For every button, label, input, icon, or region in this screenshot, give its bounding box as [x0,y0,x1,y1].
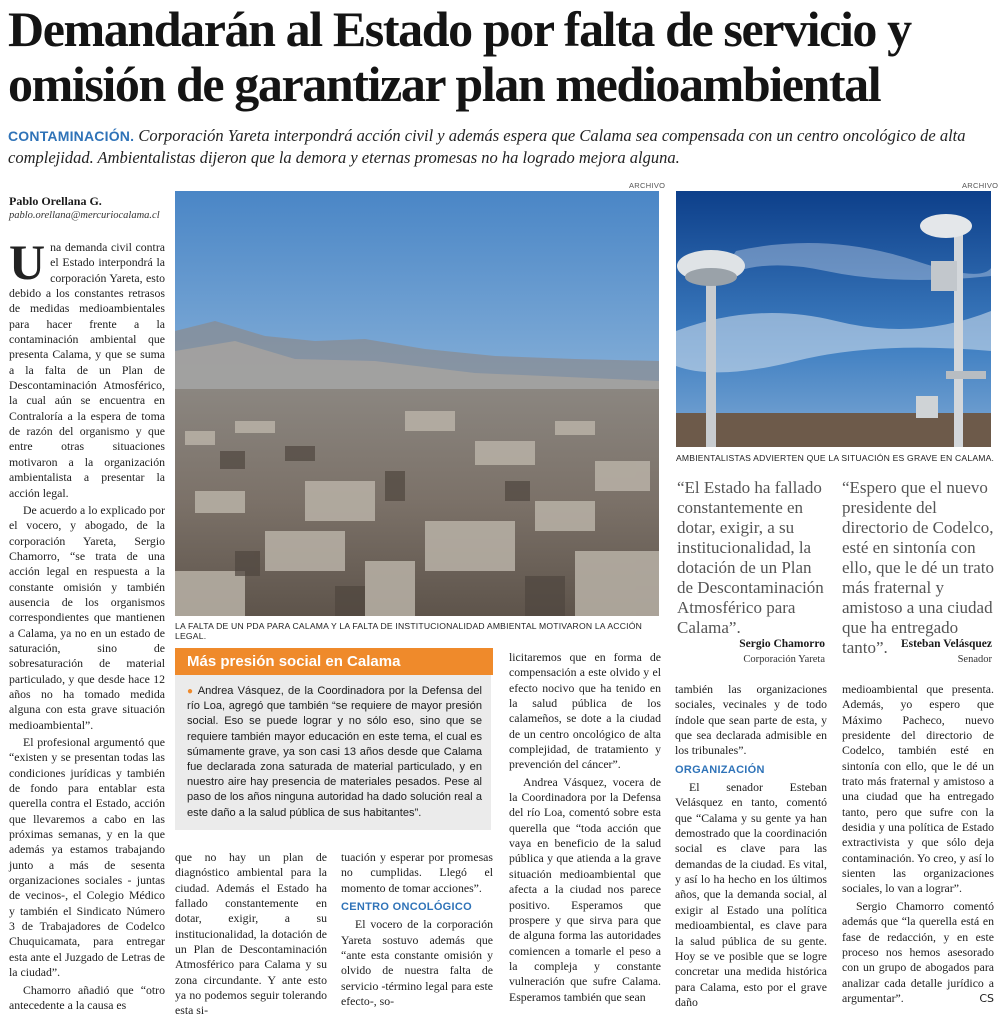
col6-paragraph-2: Sergio Chamorro comentó además que “la querella está en fase de redacción, y en este proceso nos hemos asesorado con un grupo de abogados para analizar cada detalle jurídico a argumentar”. [842,898,994,1005]
byline-email: pablo.orellana@mercuriocalama.cl [9,210,160,221]
sidebar-box [175,648,491,830]
lead-text: Corporación Yareta interpondrá acción civil y además espera que Calama sea compensada con un centro oncológico de alta complejidad. Ambientalistas dijeron que la demora y eternas promesas no ha logrado mejora alguna. [8,126,966,167]
col6-paragraph-1: medioambiental que presenta. Además, yo espero que Máximo Pacheco, nuevo presidente del directorio de Codelco, también esté en sintonía con ello, que le dé un trato más fraternal y amistoso a una ciudad que ha entregado tanto, pero que sufre con la desidia y una política de Estado extractivista y que sólo deja contaminación. Yo creo, y así lo sienten las organizaciones sociales, lo van a lograr”. [842,682,994,896]
sidebar-box-title: Más presión social en Calama [175,648,493,675]
subhead-centro-oncologico: CENTRO ONCOLÓGICO [341,901,472,914]
col5-paragraph-2: El senador Esteban Velásquez en tanto, comentó que “Calama y su gente ya han demostrado que la coordinación social es clave para las demandas de la ciudad. Es vital, y así lo ha hecho en los últimos años, que la demanda social, al exigir al Estado una política medioambiental, es clave para la salud pública de su gente. Hoy se ve posible que se logre concretar una medida histórica para Calama, esto por el grave daño [675,780,827,1009]
pull-quote-2: “Espero que el nuevo presidente del directorio de Codelco, esté en sintonía con ello, que le dé un trato más fraternal y amistoso a una ciudad que ha entregado tanto”. [842,478,995,657]
article-column-6 [842,682,994,1008]
pull-quote-1: “El Estado ha fallado constantemente en dotar, exigir, a su institucionalidad, la dotación de un Plan de Descontaminación Atmosférico para Calama”. [677,478,824,637]
air-monitor-image [676,191,991,447]
lead-paragraph [8,125,994,169]
article-column-1 [9,234,165,1015]
lead-kicker: CONTAMINACIÓN. [8,128,135,144]
side-photo-monitoring-station [676,191,991,447]
col1-paragraph-4: Chamorro añadió que “otro antecedente a la causa es [9,982,165,1012]
pull-quote-2-name: Esteban Velásquez [900,638,992,650]
main-photo-calama-city [175,191,659,616]
byline-author: Pablo Orellana G. [9,194,102,208]
col1-paragraph-2: De acuerdo a lo explicado por el vocero, y abogado, de la corporación Yareta, Sergio Chamorro, “se trata de una acción legal en respuesta a la constante omisión y también ausencia de los organismos correspondientes que mantienen a Calama, ya no en un estado de saturación, sino de sobresaturación de material particulado, y que desde hace 12 años no ha tomado medida alguna con esta grave situación medioambiental”. [9,502,165,732]
col1-paragraph-3: El profesional argumentó que “existen y se presentan todas las condiciones jurídicas y también de fondo para entablar esta querella contra el Estado, acción que llevaremos a cabo en las próximas semanas, y en la que además ya estamos trabajando junto a más de sesenta organizaciones sociales - juntas de vecinos-, el Colegio Médico y también el Sindicato Número 3 de Trabajadores de Codelco Chuquicamata, para entregar esta ante el Juzgado de Letras de la ciudad”. [9,735,165,980]
col2-paragraph: que no hay un plan de diagnóstico ambiental para la ciudad. Además el Estado ha fallado constantemente en dotar, exigir, a su institucionalidad, la dotación de un Plan de Descontaminación Atmosférico para Calama y su zona circundante. Y ante esto ya no podemos seguir tolerando esta si- [175,850,327,1018]
side-photo-credit: ARCHIVO [962,181,999,190]
pull-quote-1-name: Sergio Chamorro [739,638,825,650]
main-photo-caption: LA FALTA DE UN PDA PARA CALAMA Y LA FALTA DE INSTITUCIONALIDAD AMBIENTAL MOTIVARON LA ACCIÓN LEGAL. [175,621,642,641]
pull-quote-2-role: Senador [957,654,992,665]
article-column-4 [509,650,661,1007]
bullet-icon: ● [187,686,195,697]
subhead-organizacion: ORGANIZACIÓN [675,763,765,776]
col1-paragraph-1: na demanda civil contra el Estado interpondrá la corporación Yareta, esto debido a los constantes retrasos de medidas medioambientales para hacer frente a la contaminación ambiental que presenta Calama, y que se suma a la falta de un Plan de Descontaminación Atmosférico, la cual aún se encuentra en Contraloría a la espera de toma de razón del organismo y que entre otras situaciones motivaron a la organización ambientalista a presentar la acción legal. [9,240,165,500]
sidebar-box-text: Andrea Vásquez, de la Coordinadora por la Defensa del río Loa, agregó que también “se requiere de mayor presión social. Eso se puede lograr y no sólo eso, sino que se requiere también mayor educación en este tema, el cual es súmamente grave, ya son casi 13 años desde que Calama fue declarada zona saturada de material particulado, y en nuestro aire hay presencia de materiales pesados. Pese al paso de los años ninguna autoridad ha dado solución real a este daño a la salud pública de sus habitantes”. [187,685,482,819]
article-column-3 [341,850,493,1011]
col5-paragraph-1: también las organizaciones sociales, vecinales y de todo índole que sean parte de esta, y que sea declarada admisible en los tribunales”. [675,682,827,758]
article-column-5 [675,682,827,1012]
main-photo-credit: ARCHIVO [629,181,666,190]
headline-line-2: omisión de garantizar plan medioambiental [8,56,881,112]
headline-line-1: Demandarán al Estado por falta de servicio y [8,1,911,57]
headline [8,2,994,112]
end-mark: CS [979,991,994,1005]
article-column-2 [175,850,327,1019]
city-skyline-image [175,191,659,616]
drop-cap: U [9,234,46,290]
col3-paragraph-1: tuación y esperar por promesas no cumplidas. Llegó el momento de tomar acciones”. [341,850,493,895]
byline [9,194,169,223]
col4-paragraph-2: Andrea Vásquez, vocera de la Coordinadora por la Defensa del río Loa, comentó sobre esta querella que “toda acción que vaya en beneficio de la salud pública y que atienda a la grave situación medioambiental que afecta a la ciudad nos parece positivo. Esperamos que prospere y que sirva para que de alguna forma las autoridades comiencen a tomarle el peso a la compleja y constante vulneración que sufre Calama. Esperamos también que sean [509,774,661,1004]
col3-paragraph-2: El vocero de la corporación Yareta sostuvo además que “ante esta constante omisión y olvido de nuestra falta de servicio -término legal para este efecto-, so- [341,917,493,1009]
side-photo-caption: AMBIENTALISTAS ADVIERTEN QUE LA SITUACIÓN ES GRAVE EN CALAMA. [676,453,995,463]
col4-paragraph-1: licitaremos que en forma de compensación a este olvido y el efecto nocivo que ha tenido en la salud pública de los calameños, se dote a la ciudad de un centro oncológico de alta complejidad, de tratamiento y prevención del cáncer”. [509,650,661,772]
pull-quote-1-role: Corporación Yareta [743,654,825,665]
